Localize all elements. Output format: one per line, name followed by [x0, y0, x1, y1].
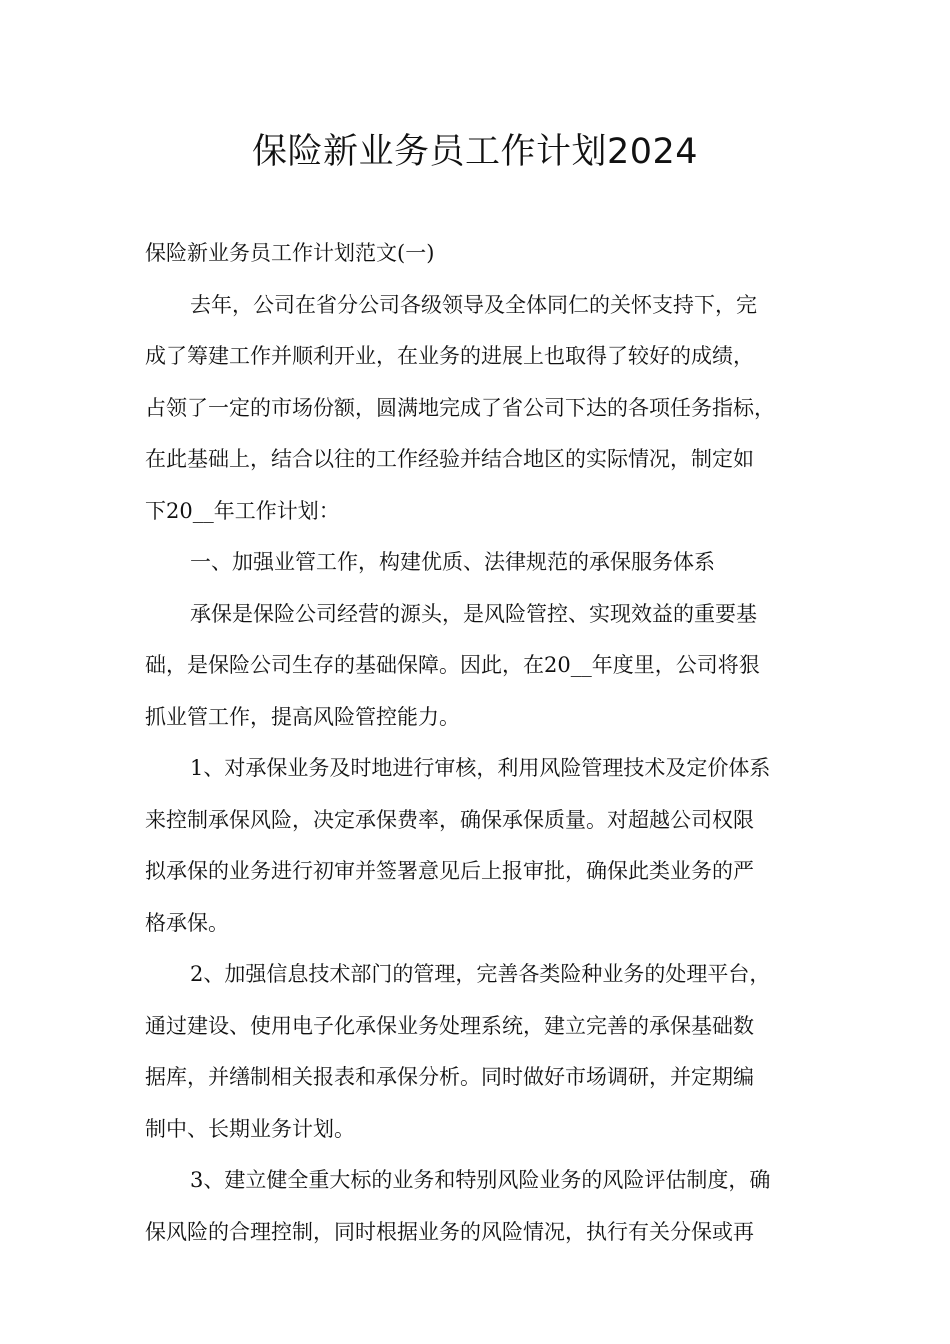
text-line: 去年，公司在省分公司各级领导及全体同仁的关怀支持下，完 — [190, 292, 757, 317]
text-line: 1、对承保业务及时地进行审核，利用风险管理技术及定价体系 — [190, 756, 771, 780]
text-line: 占领了一定的市场份额，圆满地完成了省公司下达的各项任务指标， — [145, 395, 775, 420]
text-line: 下20__年工作计划： — [145, 498, 340, 523]
document-body — [145, 228, 825, 1258]
text-line: 承保是保险公司经营的源头，是风险管控、实现效益的重要基 — [190, 601, 757, 626]
text-line: 通过建设、使用电子化承保业务处理系统，建立完善的承保基础数 — [145, 1013, 754, 1038]
text-line: 抓业管工作，提高风险管控能力。 — [145, 704, 460, 729]
text-line: 据库，并缮制相关报表和承保分析。同时做好市场调研，并定期编 — [145, 1065, 754, 1089]
document-title: 保险新业务员工作计划2024 — [251, 132, 699, 172]
text-line: 保风险的合理控制，同时根据业务的风险情况，执行有关分保或再 — [145, 1219, 754, 1244]
text-line: 一、加强业管工作，构建优质、法律规范的承保服务体系 — [190, 550, 715, 574]
text-line: 2、加强信息技术部门的管理，完善各类险种业务的处理平台， — [190, 962, 771, 986]
text-line: 格承保。 — [145, 910, 229, 935]
text-line: 在此基础上，结合以往的工作经验并结合地区的实际情况，制定如 — [145, 447, 754, 471]
text-line: 保险新业务员工作计划范文(一) — [145, 241, 435, 265]
text-line: 拟承保的业务进行初审并签署意见后上报审批，确保此类业务的严 — [145, 859, 754, 883]
text-line: 础，是保险公司生存的基础保障。因此，在20__年度里，公司将狠 — [145, 653, 760, 677]
text-line: 成了筹建工作并顺利开业，在业务的进展上也取得了较好的成绩， — [145, 344, 754, 368]
text-line: 制中、长期业务计划。 — [145, 1116, 355, 1141]
text-line: 3、建立健全重大标的业务和特别风险业务的风险评估制度，确 — [190, 1168, 771, 1192]
text-line: 来控制承保风险，决定承保费率，确保承保质量。对超越公司权限 — [145, 807, 754, 832]
